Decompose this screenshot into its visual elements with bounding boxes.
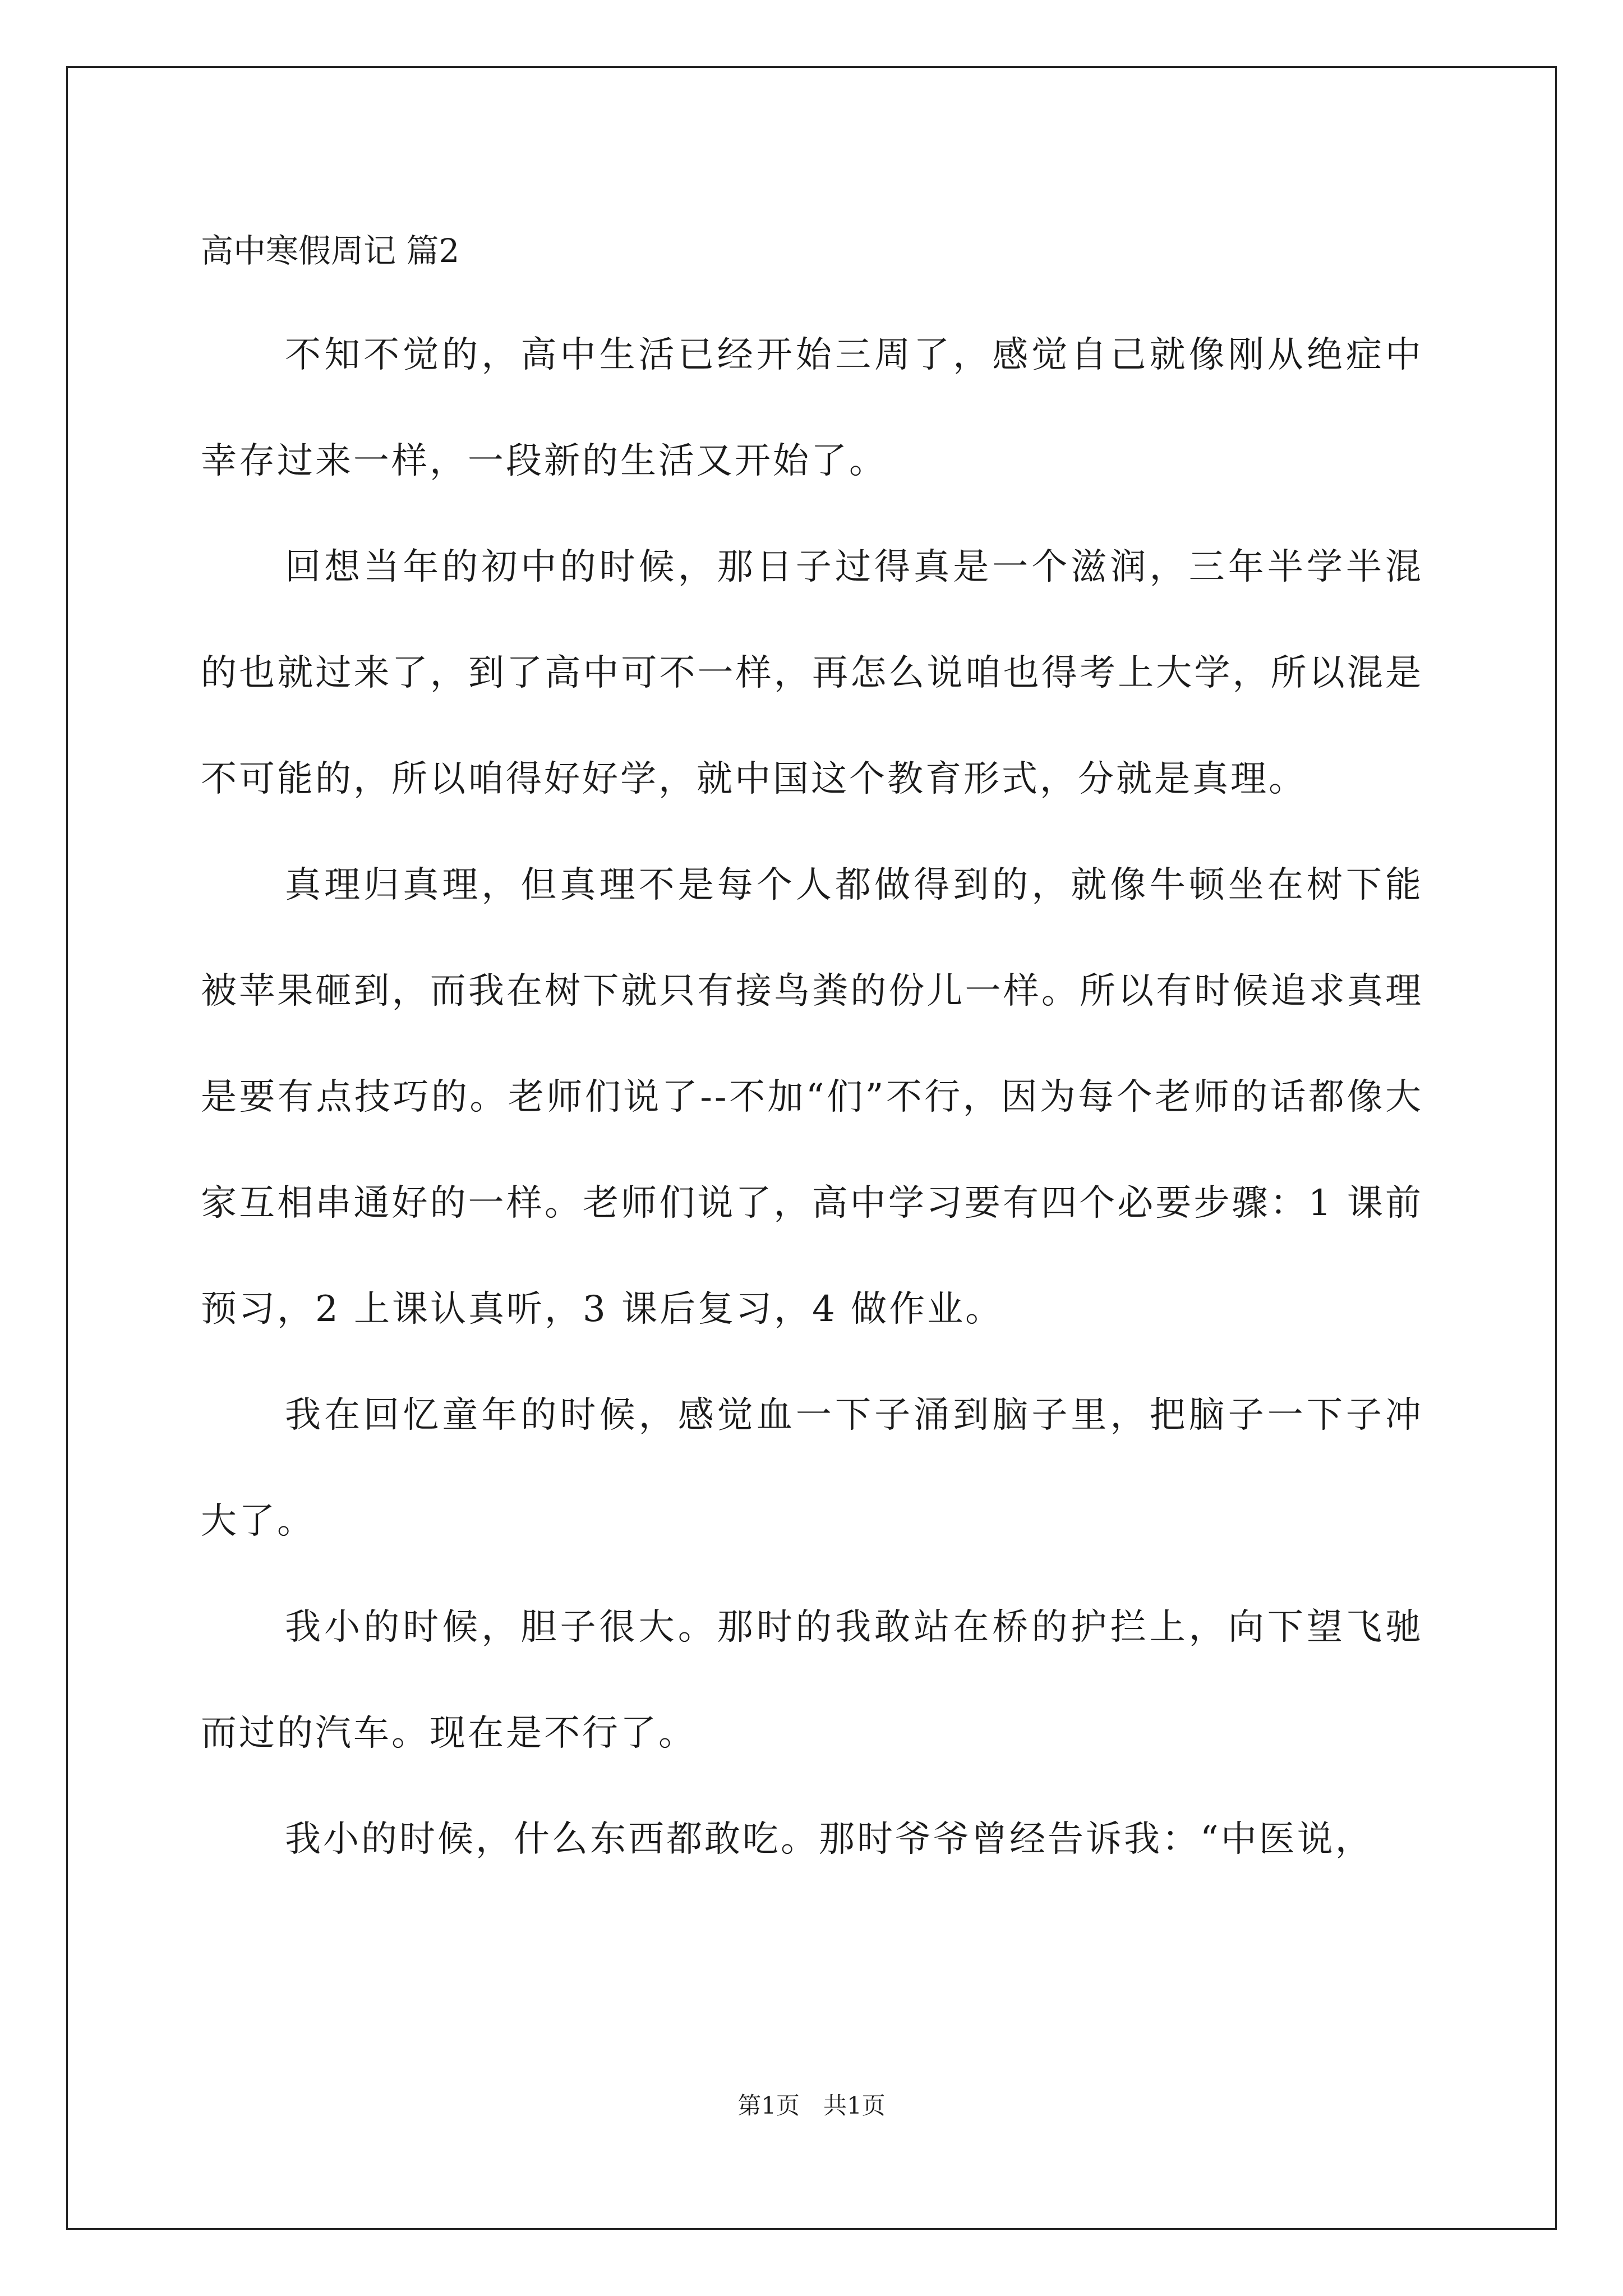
paragraph-3: 真理归真理，但真理不是每个人都做得到的，就像牛顿坐在树下能被苹果砸到，而我在树下就只有接鸟粪的份儿一样。所以有时候追求真理是要有点技巧的。老师们说了--不加“们”不行，因为每个老师的话都像大家互相串通好的一样。老师们说了，高中学习要有四个必要步骤：1 课前预习，2 上课认真听，3 课后复习，4 做作业。 xyxy=(201,864,1423,1330)
paragraph-6: 我小的时候，什么东西都敢吃。那时爷爷曾经告诉我：“中医说， xyxy=(285,1819,1373,1860)
document-body xyxy=(201,223,1423,1893)
document-title: 高中寒假周记 篇2 xyxy=(201,232,460,270)
paragraph-2: 回想当年的初中的时候，那日子过得真是一个滋润，三年半学半混的也就过来了，到了高中可不一样，再怎么说咱也得考上大学，所以混是不可能的，所以咱得好好学，就中国这个教育形式，分就是真理。 xyxy=(201,546,1423,800)
paragraph-1: 不知不觉的，高中生活已经开始三周了，感觉自己就像刚从绝症中幸存过来一样，一段新的生活又开始了。 xyxy=(201,334,1423,482)
paragraph-4: 我在回忆童年的时候，感觉血一下子涌到脑子里，把脑子一下子冲大了。 xyxy=(201,1395,1423,1542)
paragraph-5: 我小的时候，胆子很大。那时的我敢站在桥的护拦上，向下望飞驰而过的汽车。现在是不行了。 xyxy=(201,1607,1423,1754)
page-number-footer: 第1页 共1页 xyxy=(737,2092,886,2119)
